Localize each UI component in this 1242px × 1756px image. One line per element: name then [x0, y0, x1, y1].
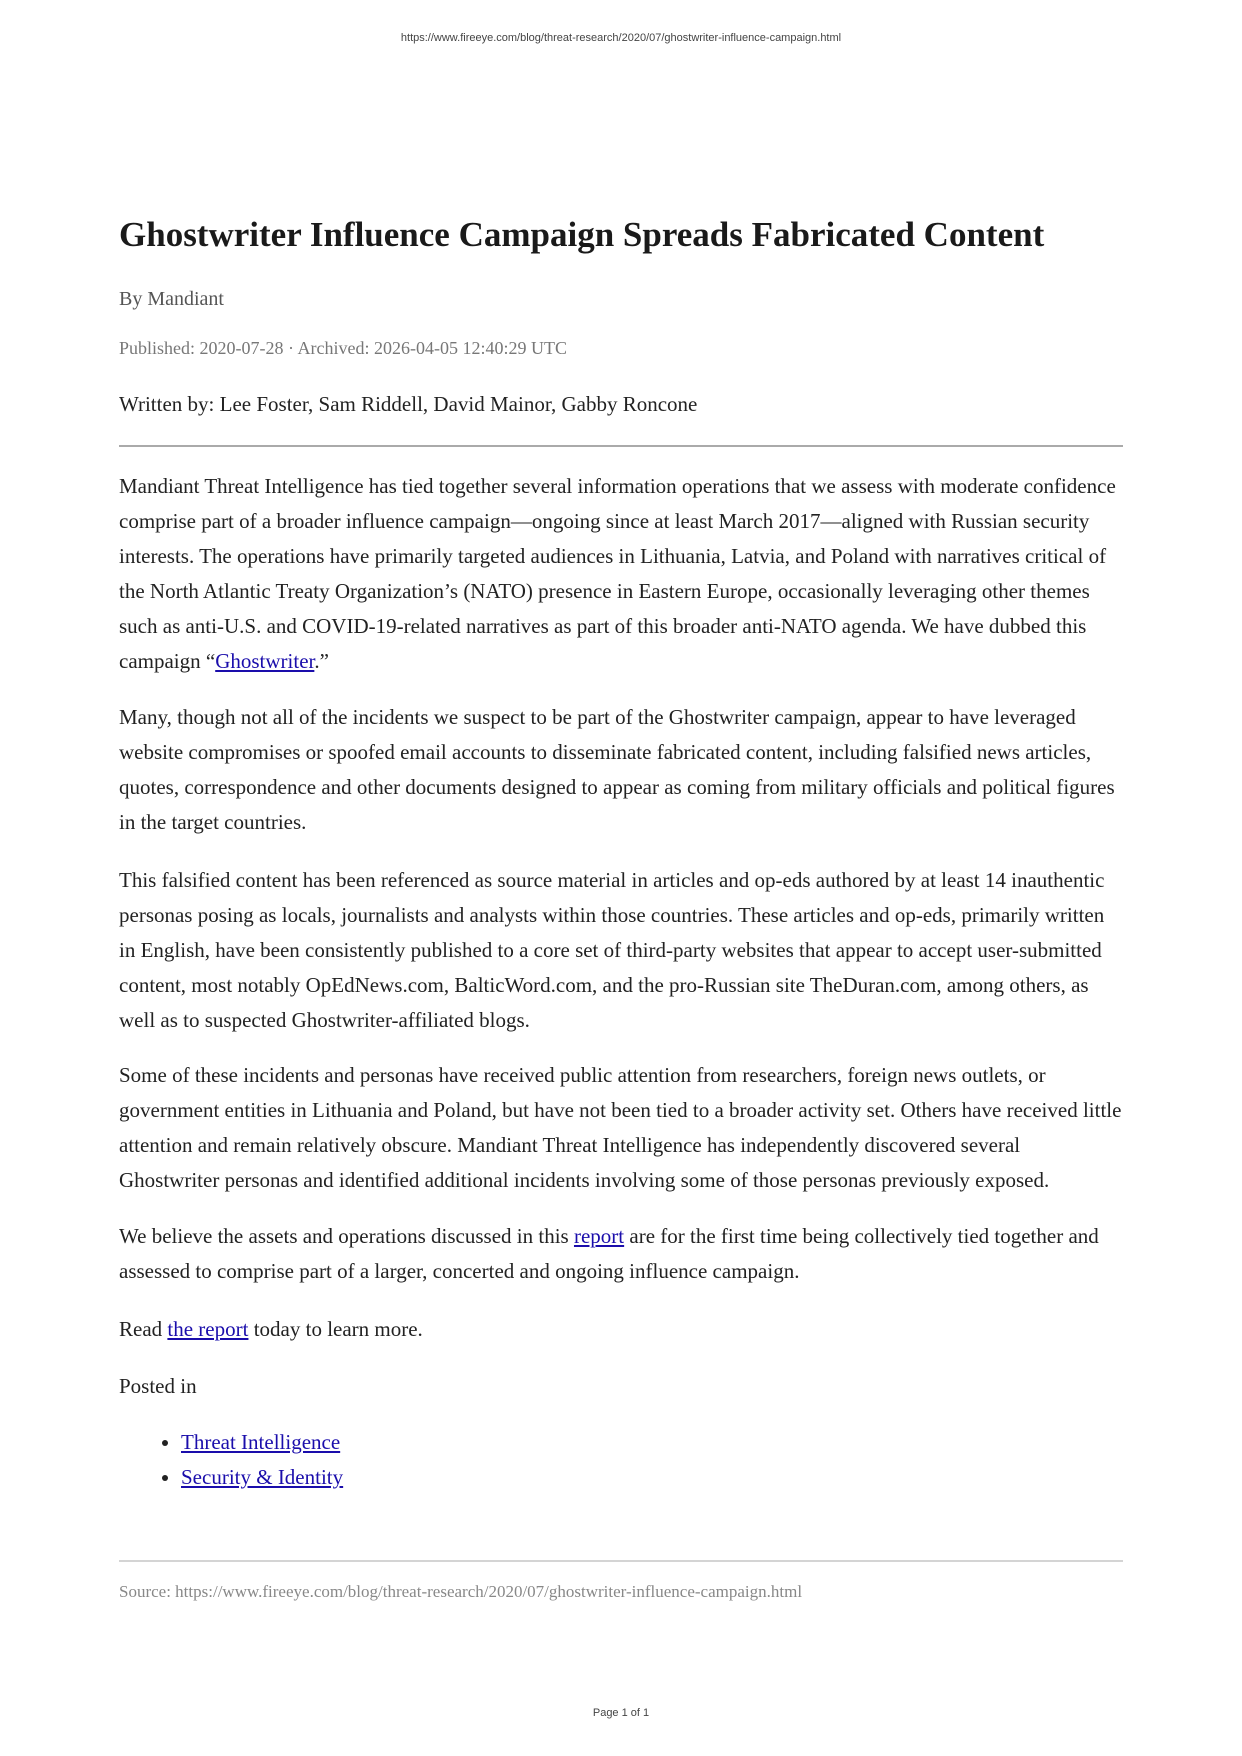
- paragraph: [119, 1312, 1123, 1347]
- page-number: Page 1 of 1: [592, 1707, 650, 1719]
- text: We believe the assets and operations discussed in this: [119, 1224, 574, 1248]
- list-item: [181, 1425, 343, 1460]
- page-title: Ghostwriter Influence Campaign Spreads Fabricated Content: [119, 215, 1045, 254]
- list-item: [181, 1460, 343, 1495]
- paragraph: Many, though not all of the incidents we suspect to be part of the Ghostwriter campaign, appear to have leveraged website compromises or spoofed email accounts to disseminate fabricated content, including falsified news articles, quotes, correspondence and other documents designed to appear as coming from military officials and political figures in the target countries.: [119, 705, 1115, 834]
- byline: By Mandiant: [119, 288, 224, 310]
- text: .”: [314, 649, 329, 673]
- paragraph: This falsified content has been referenced as source material in articles and op-eds authored by at least 14 inauthentic personas posing as locals, journalists and analysts within those countries. These articles and op-eds, primarily written in English, have been consistently published to a core set of third-party websites that appear to accept user-submitted content, most notably OpEdNews.com, BalticWord.com, and the pro-Russian site TheDuran.com, among others, as well as to suspected Ghostwriter-affiliated blogs.: [119, 868, 1105, 1032]
- source-url: Source: https://www.fireeye.com/blog/threat-research/2020/07/ghostwriter-influence-campaign.html: [119, 1582, 803, 1601]
- paragraph: [119, 1219, 1123, 1289]
- authors: Written by: Lee Foster, Sam Riddell, David Mainor, Gabby Roncone: [119, 392, 698, 416]
- divider: [119, 445, 1123, 447]
- category-threat-intelligence[interactable]: Threat Intelligence: [181, 1430, 341, 1454]
- text: Mandiant Threat Intelligence has tied together several information operations that we assess with moderate confidence comprise part of a broader influence campaign—ongoing since at least March 2017—aligned with Russian security interests. The operations have primarily targeted audiences in Lithuania, Latvia, and Poland with narratives critical of the North Atlantic Treaty Organization’s (NATO) presence in Eastern Europe, occasionally leveraging other themes such as anti-U.S. and COVID-19-related narratives as part of this broader anti-NATO agenda. We have dubbed this campaign “: [119, 474, 1116, 673]
- report-link[interactable]: report: [573, 1224, 625, 1248]
- posted-in-label: Posted in: [119, 1374, 197, 1398]
- paragraph: Some of these incidents and personas have received public attention from researchers, foreign news outlets, or government entities in Lithuania and Poland, but have not been tied to a broader activity set. Others have received little attention and remain relatively obscure. Mandiant Threat Intelligence has independently discovered several Ghostwriter personas and identified additional incidents involving some of those personas previously exposed.: [119, 1063, 1122, 1192]
- paragraph: [119, 469, 1123, 679]
- text: today to learn more.: [248, 1317, 423, 1341]
- text: are for the first time being collectively tied together and assessed to comprise part of a larger, concerted and ongoing influence campaign.: [119, 1224, 1099, 1283]
- publish-meta: Published: 2020-07-28 · Archived: 2026-04-05 12:40:29 UTC: [119, 338, 567, 358]
- ghostwriter-link[interactable]: Ghostwriter: [215, 649, 315, 673]
- text: Read: [119, 1317, 168, 1341]
- category-list: [119, 1425, 343, 1495]
- the-report-link[interactable]: the report: [167, 1317, 249, 1341]
- category-security-identity[interactable]: Security & Identity: [181, 1465, 344, 1489]
- header-url: https://www.fireeye.com/blog/threat-research/2020/07/ghostwriter-influence-campaign.html: [400, 32, 842, 44]
- divider: [119, 1560, 1123, 1562]
